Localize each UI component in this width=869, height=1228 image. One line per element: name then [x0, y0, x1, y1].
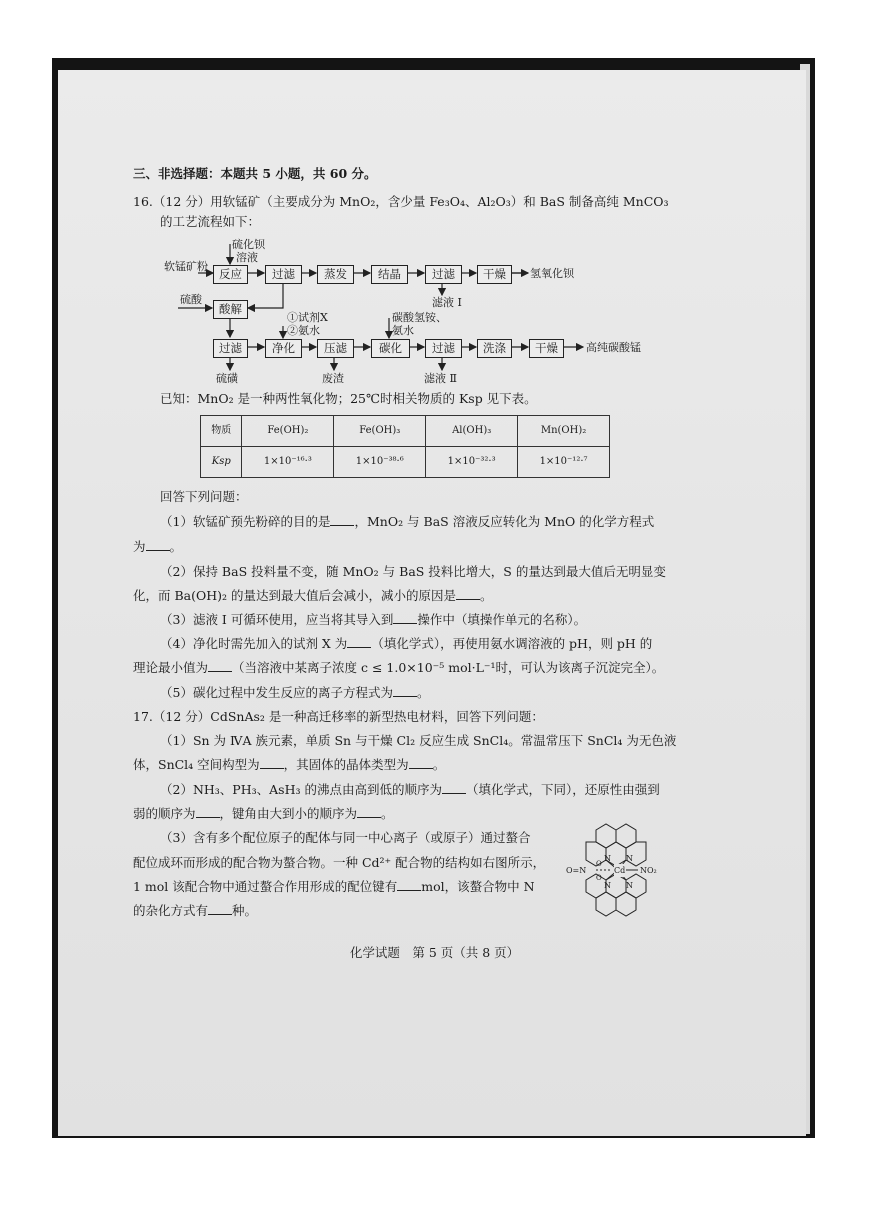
table-row-label-ksp: Ksp [201, 447, 242, 478]
label-residue: 废渣 [322, 372, 344, 385]
answer-blank[interactable] [260, 756, 284, 769]
answer-blank[interactable] [196, 805, 220, 818]
label-mnco3: 高纯碳酸锰 [586, 341, 641, 354]
mol-o-bottom: O [596, 874, 602, 882]
table-header-mnoh2: Mn(OH)₂ [518, 416, 610, 447]
label-filtrate-2: 滤液 Ⅱ [424, 372, 457, 385]
label-bas-1: 硫化钡 [232, 238, 265, 251]
box-react: 反应 [213, 265, 248, 284]
label-acid: 硫酸 [180, 293, 202, 306]
q17-stem: 17.（12 分）CdSnAs₂ 是一种高迁移率的新型热电材料，回答下列问题： [133, 709, 544, 724]
label-sulfur: 硫磺 [216, 372, 238, 385]
q17-part3-line4: 的杂化方式有 种。 [133, 903, 258, 918]
page-footer: 化学试题 第 5 页（共 8 页） [349, 945, 520, 960]
q16-part1-line1: （1）软锰矿预先粉碎的目的是 ，MnO₂ 与 BaS 溶液反应转化为 MnO 的化学方程式 [160, 514, 655, 529]
table-cell-aloh3: 1×10⁻³²·³ [426, 447, 518, 478]
q17-part2-line2: 弱的顺序为 ，键角由大到小的顺序为 。 [133, 806, 394, 821]
box-press-filter: 压滤 [317, 339, 354, 358]
answer-blank[interactable] [397, 878, 421, 891]
q16-part4-line2: 理论最小值为 （当溶液中某离子浓度 c ≤ 1.0×10⁻⁵ mol·L⁻¹时，可认为该离子沉淀完全）。 [133, 660, 665, 675]
q16-part2-line2: 化，而 Ba(OH)₂ 的量达到最大值后会减小，减小的原因是 。 [133, 588, 493, 603]
q16-part1-line2: 为 。 [133, 539, 183, 554]
answer-blank[interactable] [208, 659, 232, 672]
answer-blank[interactable] [208, 902, 232, 915]
box-dry-1: 干燥 [477, 265, 512, 284]
mol-no2-group: NO₂ [640, 866, 657, 875]
table-header-substance: 物质 [201, 416, 242, 447]
q17-part3-line2: 配位成环而形成的配合物为螯合物。一种 Cd²⁺ 配合物的结构如右图所示， [133, 855, 546, 870]
q16-stem-line2: 的工艺流程如下： [160, 214, 261, 229]
mol-o-top: O [596, 860, 602, 868]
q16-stem-line1: 16.（12 分）用软锰矿（主要成分为 MnO₂，含少量 Fe₃O₄、Al₂O₃）和 BaS 制备高纯 MnCO₃ [133, 194, 669, 209]
q17-part2-line1: （2）NH₃、PH₃、AsH₃ 的沸点由高到低的顺序为 （填化学式，下同），还原性由强到 [160, 782, 660, 797]
mol-nitrite-left: O=N [566, 866, 587, 875]
answer-blank[interactable] [409, 756, 433, 769]
q16-part2-line1: （2）保持 BaS 投料量不变，随 MnO₂ 与 BaS 投料比增大，S 的量达到最大值后无明显变 [160, 564, 666, 579]
table-header-feoh2: Fe(OH)₂ [242, 416, 334, 447]
table-header-aloh3: Al(OH)₃ [426, 416, 518, 447]
table-cell-mnoh2: 1×10⁻¹²·⁷ [518, 447, 610, 478]
q17-part3-line1: （3）含有多个配位原子的配体与同一中心离子（或原子）通过螯合 [160, 830, 531, 845]
box-filter-2: 过滤 [425, 265, 462, 284]
q17-part1-line1: （1）Sn 为 ⅣA 族元素，单质 Sn 与干燥 Cl₂ 反应生成 SnCl₄。常温常压下 SnCl₄ 为无色液 [160, 733, 677, 748]
table-cell-feoh2: 1×10⁻¹⁶·³ [242, 447, 334, 478]
label-baoh: 氢氧化钡 [530, 267, 574, 280]
known-condition: 已知：MnO₂ 是一种两性氧化物；25℃时相关物质的 Ksp 见下表。 [160, 391, 537, 406]
label-bas-2: 溶液 [236, 251, 258, 264]
table-cell-feoh3: 1×10⁻³⁸·⁶ [334, 447, 426, 478]
table-header-feoh3: Fe(OH)₃ [334, 416, 426, 447]
box-evaporate: 蒸发 [317, 265, 354, 284]
label-filtrate-1: 滤液 I [432, 296, 462, 309]
box-carbonize: 碳化 [371, 339, 410, 358]
q16-part3: （3）滤液 I 可循环使用，应当将其导入到 操作中（填操作单元的名称）。 [160, 612, 587, 627]
mol-n-bottom-left: N [604, 881, 611, 890]
q17-part1-line2: 体，SnCl₄ 空间构型为 ，其固体的晶体类型为 。 [133, 757, 446, 772]
answer-blank[interactable] [456, 587, 480, 600]
box-filter-1: 过滤 [265, 265, 302, 284]
box-purify: 净化 [265, 339, 302, 358]
q16-part5: （5）碳化过程中发生反应的离子方程式为 。 [160, 685, 430, 700]
label-carb-2: 氨水 [392, 324, 414, 337]
mol-cd-center: Cd [614, 866, 626, 875]
box-acid: 酸解 [213, 300, 248, 319]
answer-prompt: 回答下列问题： [160, 489, 248, 504]
answer-blank[interactable] [393, 684, 417, 697]
ksp-table [200, 415, 610, 478]
answer-blank[interactable] [357, 805, 381, 818]
label-reagent-x: ①试剂X [287, 311, 328, 324]
box-filter-3: 过滤 [213, 339, 248, 358]
label-ammonia: ②氨水 [287, 324, 320, 337]
answer-blank[interactable] [442, 781, 466, 794]
box-dry-2: 干燥 [529, 339, 564, 358]
label-ore: 软锰矿粉 [164, 260, 208, 273]
answer-blank[interactable] [393, 611, 417, 624]
box-filter-4: 过滤 [425, 339, 462, 358]
q16-part4-line1: （4）净化时需先加入的试剂 X 为 （填化学式），再使用氨水调溶液的 pH，则 pH 的 [160, 636, 653, 651]
mol-n-top-left: N [604, 854, 611, 863]
cd-complex-structure [566, 820, 676, 926]
answer-blank[interactable] [330, 513, 354, 526]
box-crystallize: 结晶 [371, 265, 408, 284]
q17-part3-line3: 1 mol 该配合物中通过螯合作用形成的配位键有 mol，该螯合物中 N [133, 879, 535, 894]
answer-blank[interactable] [347, 635, 371, 648]
mol-n-bottom-right: N [626, 881, 633, 890]
answer-blank[interactable] [146, 538, 170, 551]
label-carb-1: 碳酸氢铵、 [392, 311, 447, 324]
box-wash: 洗涤 [477, 339, 512, 358]
section-heading: 三、非选择题：本题共 5 小题，共 60 分。 [133, 166, 377, 181]
mol-n-top-right: N [626, 854, 633, 863]
